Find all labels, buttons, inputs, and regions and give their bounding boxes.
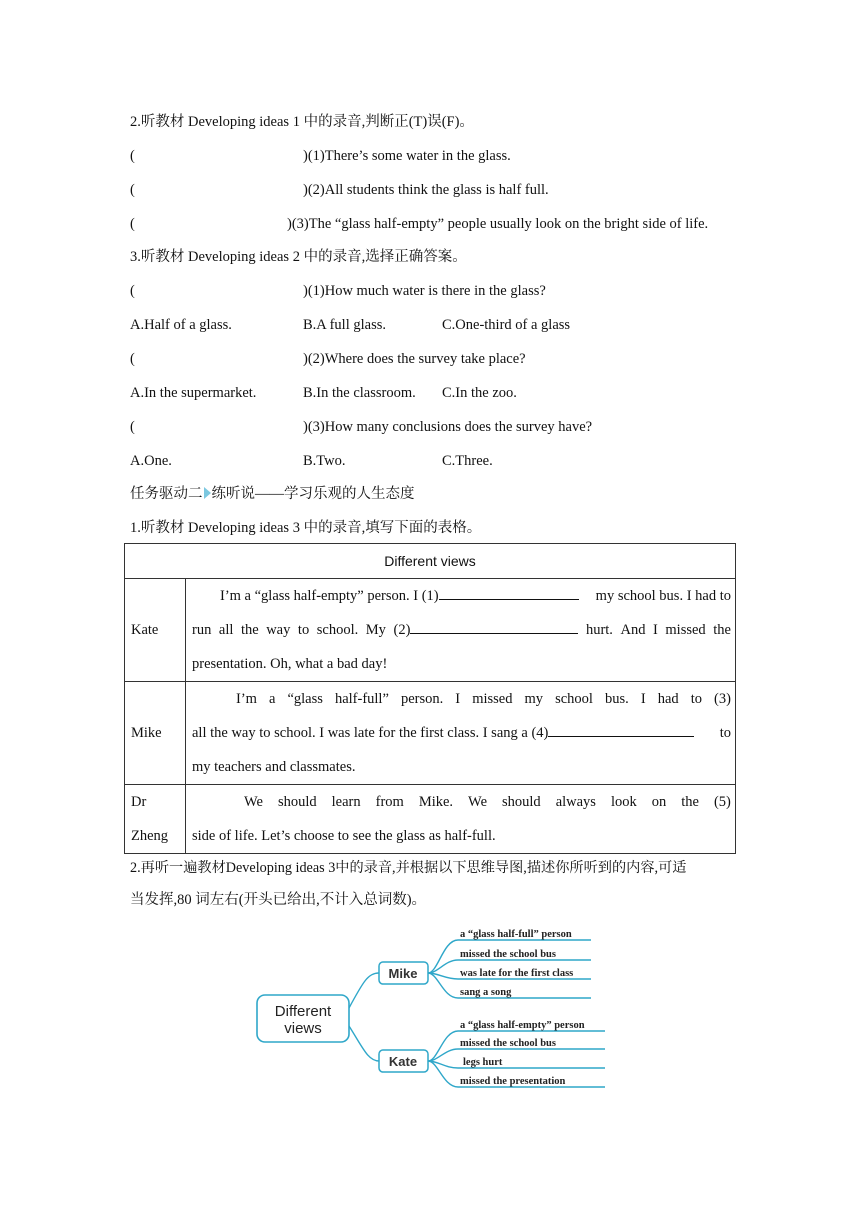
- text: side of life. Let’s choose to see the glass as half-full.: [192, 828, 496, 844]
- option-a[interactable]: A.Half of a glass.: [130, 317, 232, 333]
- option-b[interactable]: B.In the classroom.: [303, 385, 416, 401]
- row-name: [125, 785, 186, 854]
- mike-leaf: missed the school bus: [460, 949, 556, 960]
- blank-4[interactable]: [548, 721, 694, 737]
- option-a[interactable]: A.In the supermarket.: [130, 385, 257, 401]
- word: run: [192, 622, 212, 638]
- kate-leaf: a “glass half-empty” person: [460, 1020, 585, 1031]
- word: to: [690, 691, 702, 707]
- name-line: Dr: [131, 794, 147, 810]
- task2-q2-line1: 2.再听一遍教材Developing ideas 3中的录音,并根据以下思维导图,描述你所听到的内容,可适: [130, 860, 687, 876]
- text: to: [719, 725, 731, 741]
- option-b[interactable]: B.A full glass.: [303, 317, 386, 333]
- question-text: )(2)All students think the glass is half full.: [303, 182, 549, 198]
- row-content: [186, 579, 736, 682]
- text: my teachers and classmates.: [192, 759, 356, 775]
- center-label-2: views: [284, 1020, 322, 1037]
- row-content: [186, 785, 736, 854]
- word: school: [555, 691, 593, 707]
- word: look: [610, 794, 637, 810]
- section2-heading: 2.听教材 Developing ideas 1 中的录音,判断正(T)误(F)。: [130, 114, 474, 130]
- word: I: [455, 691, 461, 707]
- word: I: [640, 691, 646, 707]
- question-text: )(1)How much water is there in the glass?: [303, 283, 546, 299]
- word: the: [713, 622, 731, 638]
- blank-1[interactable]: [439, 584, 579, 600]
- text: my school bus. I had to: [595, 588, 731, 604]
- word: missed: [472, 691, 513, 707]
- table-row-kate: [125, 579, 736, 682]
- word: the: [240, 622, 259, 638]
- mike-leaf: sang a song: [460, 987, 512, 998]
- kate-leaf: missed the school bus: [460, 1038, 556, 1049]
- word: (3): [714, 691, 731, 707]
- word: a: [268, 691, 276, 707]
- question-text: )(3)How many conclusions does the survey have?: [303, 419, 593, 435]
- word: person.: [400, 691, 444, 707]
- word: on: [651, 794, 667, 810]
- word: Mike.: [418, 794, 454, 810]
- mike-label: Mike: [388, 966, 418, 981]
- row-content: [186, 682, 736, 785]
- question-text: )(2)Where does the survey take place?: [303, 351, 526, 367]
- option-c[interactable]: C.In the zoo.: [442, 385, 517, 401]
- views-table: [124, 543, 736, 854]
- word: way: [266, 622, 291, 638]
- kate-leaf: legs hurt: [463, 1057, 503, 1068]
- word: the: [681, 794, 699, 810]
- kate-label: Kate: [388, 1054, 418, 1069]
- blank-2[interactable]: [410, 618, 578, 634]
- mike-leaf: a “glass half-full” person: [460, 929, 572, 940]
- word: my: [524, 691, 544, 707]
- answer-paren[interactable]: (: [130, 351, 135, 367]
- word: I: [653, 622, 658, 638]
- mike-leaf: was late for the first class: [460, 968, 574, 979]
- word: We: [468, 794, 488, 810]
- question-text: )(1)There’s some water in the glass.: [303, 148, 511, 164]
- answer-paren[interactable]: (: [130, 283, 135, 299]
- word: (2): [393, 622, 411, 638]
- kate-leaf: missed the presentation: [460, 1076, 566, 1087]
- table-header: Different views: [125, 544, 736, 579]
- answer-paren[interactable]: (: [130, 182, 135, 198]
- word: should: [277, 794, 317, 810]
- word: all: [218, 622, 234, 638]
- word: from: [375, 794, 404, 810]
- option-c[interactable]: C.Three.: [442, 453, 493, 469]
- task2-prefix: 任务驱动二: [130, 486, 203, 502]
- text: presentation. Oh, what a bad day!: [192, 656, 388, 672]
- task2-q2-line2: 当发挥,80 词左右(开头已给出,不计入总词数)。: [130, 892, 427, 908]
- word: should: [502, 794, 541, 810]
- arrow-icon: [204, 487, 211, 499]
- table-row-dr-zheng: [125, 785, 736, 854]
- word: My: [365, 622, 386, 638]
- text: all the way to school. I was late for the first class. I sang a (4): [192, 725, 549, 741]
- word: missed: [665, 622, 706, 638]
- word: to: [297, 622, 310, 638]
- task2-heading: [130, 484, 415, 504]
- name-line: Zheng: [131, 828, 169, 844]
- word: hurt.: [585, 622, 613, 638]
- answer-paren[interactable]: (: [130, 216, 135, 232]
- word: And: [620, 622, 646, 638]
- question-text: )(3)The “glass half-empty” people usually look on the bright side of life.: [287, 216, 709, 232]
- word: bus.: [605, 691, 629, 707]
- option-a[interactable]: A.One.: [130, 453, 172, 469]
- word: (5): [713, 794, 731, 810]
- row-name: Kate: [125, 579, 186, 682]
- answer-paren[interactable]: (: [130, 419, 135, 435]
- section3-heading: 3.听教材 Developing ideas 2 中的录音,选择正确答案。: [130, 249, 467, 265]
- task2-title: 练听说——学习乐观的人生态度: [211, 486, 415, 502]
- answer-paren[interactable]: (: [130, 148, 135, 164]
- center-label-1: Different: [274, 1003, 332, 1020]
- row-name: Mike: [125, 682, 186, 785]
- word: had: [657, 691, 679, 707]
- mind-map: [253, 922, 609, 1094]
- word: We: [244, 794, 263, 810]
- option-b[interactable]: B.Two.: [303, 453, 346, 469]
- option-c[interactable]: C.One-third of a glass: [442, 317, 571, 333]
- text: I’m a “glass half-empty” person. I (1): [220, 588, 439, 604]
- word: school.: [316, 622, 359, 638]
- word: I’m: [236, 691, 257, 707]
- table-row-mike: [125, 682, 736, 785]
- word: “glass: [287, 691, 323, 707]
- word: always: [555, 794, 596, 810]
- word: half-full”: [334, 691, 389, 707]
- task2-q1-heading: 1.听教材 Developing ideas 3 中的录音,填写下面的表格。: [130, 520, 482, 536]
- word: learn: [331, 794, 361, 810]
